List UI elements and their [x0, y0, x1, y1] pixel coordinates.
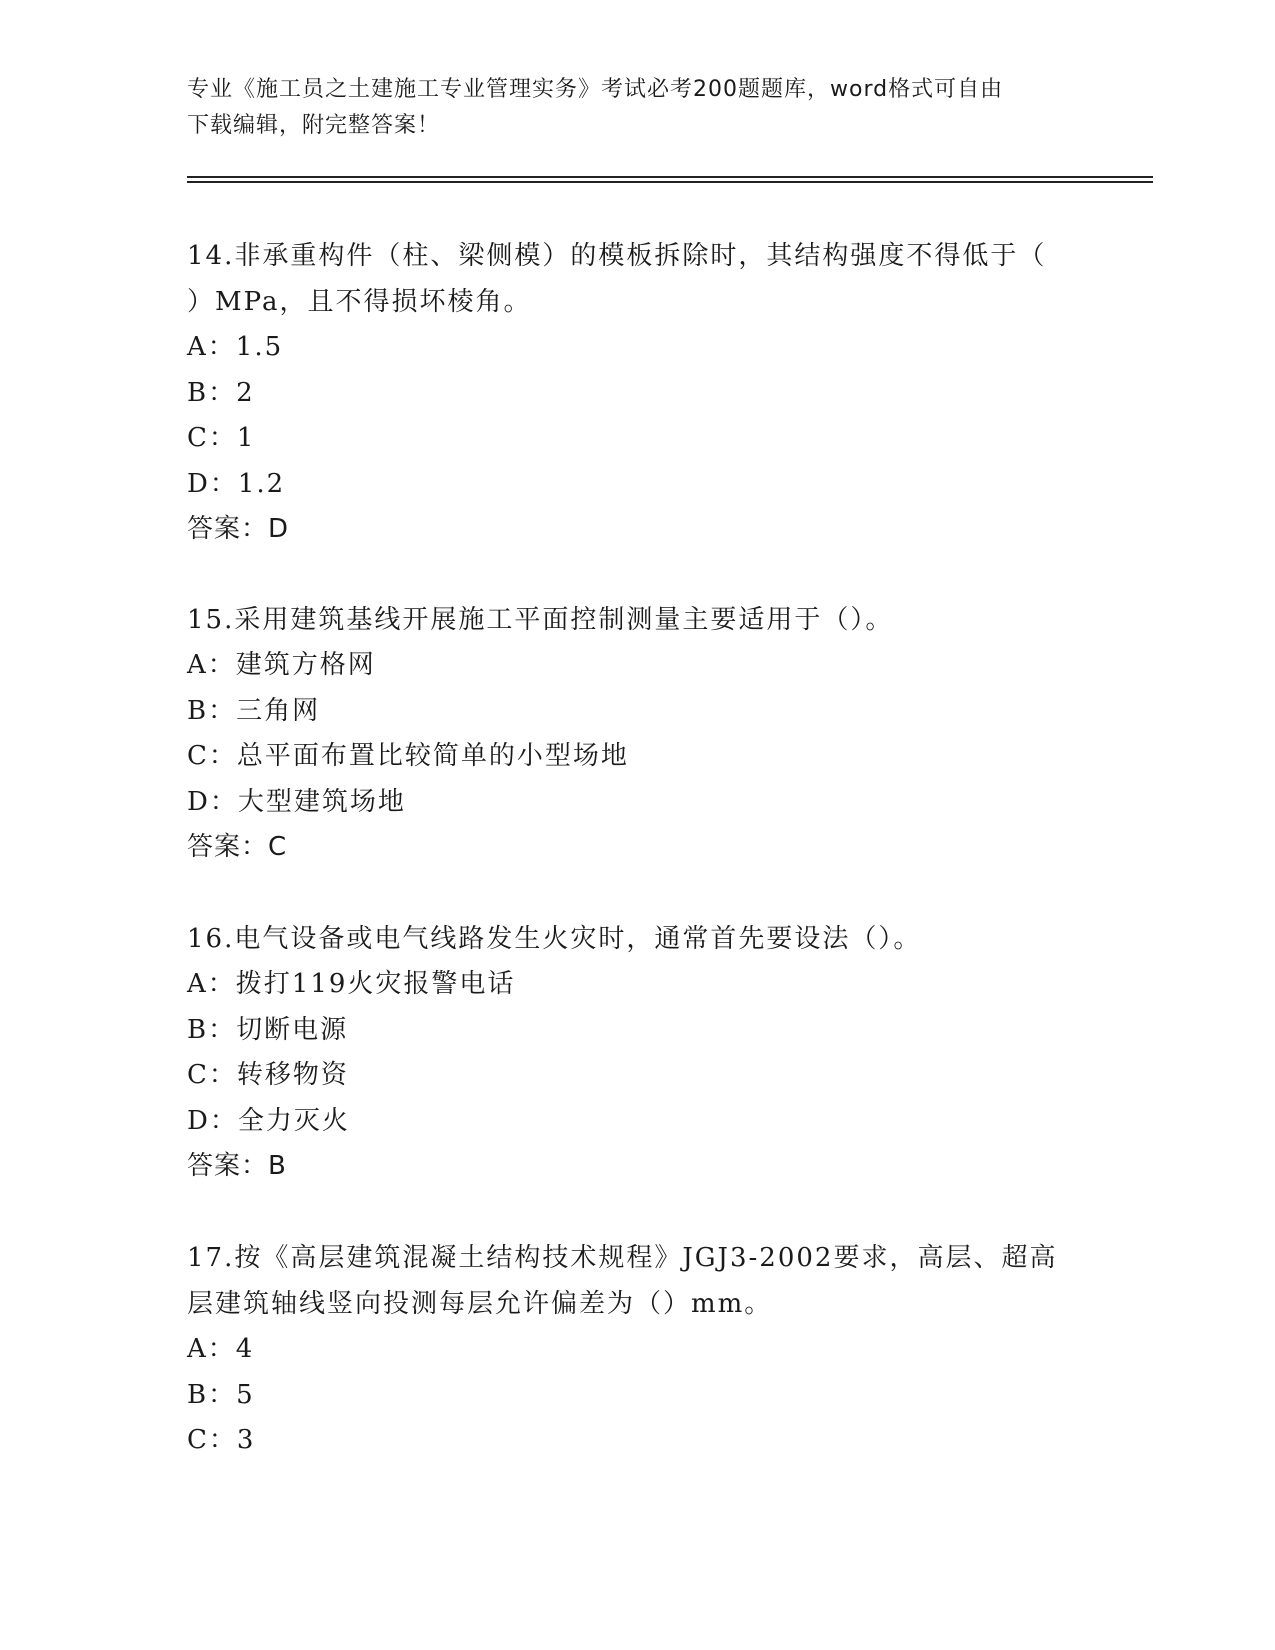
option-a: A：拨打119火灾报警电话 — [187, 969, 516, 999]
option-b: B：5 — [187, 1379, 255, 1410]
answer: 答案：D — [187, 514, 290, 544]
option-c: C：总平面布置比较简单的小型场地 — [187, 741, 629, 771]
header-divider-bottom — [187, 181, 1153, 183]
option-b: B：2 — [187, 377, 255, 408]
option-a: A：1.5 — [187, 332, 284, 362]
option-a: A：建筑方格网 — [187, 650, 376, 680]
question-14 — [187, 233, 1067, 553]
option-d: D：1.2 — [187, 468, 286, 499]
question-17 — [187, 1235, 1067, 1464]
option-c: C：1 — [187, 423, 256, 453]
question-stem-line-1: 16.电气设备或电气线路发生火灾时，通常首先要设法（）。 — [187, 924, 922, 954]
header-line-1: 专业《施工员之土建施工专业管理实务》考试必考200题题库，word格式可自由 — [187, 77, 1004, 102]
question-stem-line-2: ）MPa，且不得损坏棱角。 — [187, 287, 532, 317]
question-stem-line-1: 17.按《高层建筑混凝土结构技术规程》JGJ3-2002要求，高层、超高 — [187, 1243, 1058, 1273]
answer: 答案：C — [187, 832, 288, 862]
question-16 — [187, 916, 1067, 1190]
question-15 — [187, 597, 1067, 871]
question-stem-line-1: 14.非承重构件（柱、梁侧模）的模板拆除时，其结构强度不得低于（ — [187, 241, 1047, 271]
option-b: B：切断电源 — [187, 1014, 349, 1045]
question-stem-line-2: 层建筑轴线竖向投测每层允许偏差为（）mm。 — [187, 1289, 773, 1319]
option-d: D：大型建筑场地 — [187, 786, 406, 817]
header-divider-top — [187, 176, 1153, 178]
answer: 答案：B — [187, 1151, 287, 1181]
option-c: C：转移物资 — [187, 1060, 349, 1090]
header-line-2: 下载编辑，附完整答案！ — [187, 113, 441, 138]
question-stem-line-1: 15.采用建筑基线开展施工平面控制测量主要适用于（）。 — [187, 605, 894, 635]
option-d: D：全力灭火 — [187, 1105, 350, 1136]
option-c: C：3 — [187, 1425, 256, 1455]
option-a: A：4 — [187, 1334, 255, 1364]
option-b: B：三角网 — [187, 695, 321, 726]
document-header — [187, 72, 1067, 144]
